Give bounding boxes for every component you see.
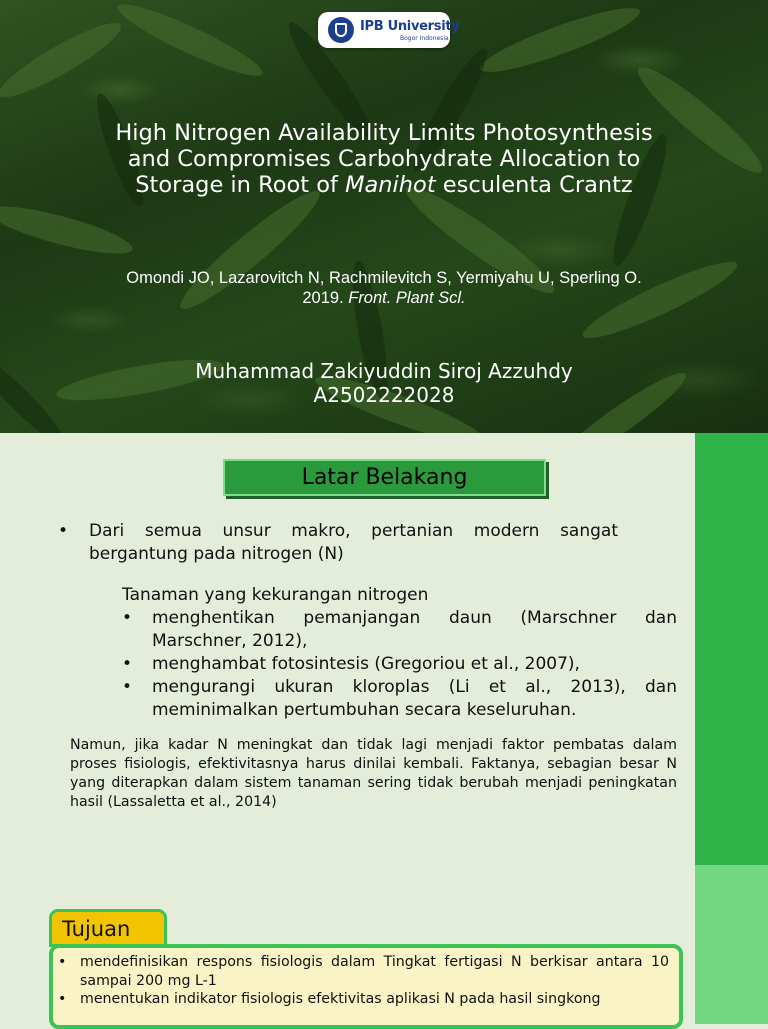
background-paragraph: Namun, jika kadar N meningkat dan tidak lagi menjadi faktor pembatas dalam proses fisiologis, efektivitasnya harus dinilai kembali. Faktanya, sebagian besar N yang diterapkan dalam sistem tanaman sering tidak berubah menjadi peningkatan hasil (Lassaletta et al., 2014) xyxy=(70,737,677,810)
ipb-emblem-icon xyxy=(328,17,354,43)
header-banner xyxy=(0,0,768,433)
presenter: Muhammad Zakiyuddin Siroj Azzuhdy A2502222028 xyxy=(195,359,573,407)
sub-intro: Tanaman yang kekurangan nitrogen xyxy=(122,585,429,605)
ipb-university-logo: IPB University Bogor Indonesia xyxy=(318,12,450,48)
list-item: • mengurangi ukuran kloroplas (Li et al., 2013), dan meminimalkan pertumbuhan secara keseluruhan. xyxy=(122,677,677,720)
section-heading: Latar Belakang xyxy=(223,459,546,496)
list-item: • menghambat fotosintesis (Gregoriou et al., 2007), xyxy=(122,654,580,674)
main-bullet: • Dari semua unsur makro, pertanian modern sangat bergantung pada nitrogen (N) xyxy=(58,521,618,564)
bullet-icon: • xyxy=(122,654,133,674)
citation: Omondi JO, Lazarovitch N, Rachmilevitch S, Yermiyahu U, Sperling O. 2019. Front. Plant Scl. xyxy=(126,269,642,307)
list-item: • menghentikan pemanjangan daun (Marschner dan Marschner, 2012), xyxy=(122,608,677,651)
accent-bar-bottom xyxy=(695,865,768,1024)
list-item: • menentukan indikator fisiologis efektivitas aplikasi N pada hasil singkong xyxy=(58,991,601,1007)
list-item: • mendefinisikan respons fisiologis dalam Tingkat fertigasi N berkisar antara 10 sampai 200 mg L-1 xyxy=(58,954,669,989)
deficiency-list xyxy=(122,607,677,722)
bullet-icon: • xyxy=(58,521,69,541)
bullet-icon: • xyxy=(122,677,133,697)
paper-title: High Nitrogen Availability Limits Photosynthesis and Compromises Carbohydrate Allocation to Storage in Root of Manihot esculenta Crantz xyxy=(115,120,653,198)
bullet-icon: • xyxy=(58,954,67,970)
accent-bar-top xyxy=(695,433,768,865)
bullet-icon: • xyxy=(58,991,67,1007)
tujuan-label: Tujuan xyxy=(49,909,167,947)
tujuan-list xyxy=(55,953,669,1009)
bullet-icon: • xyxy=(122,608,133,628)
